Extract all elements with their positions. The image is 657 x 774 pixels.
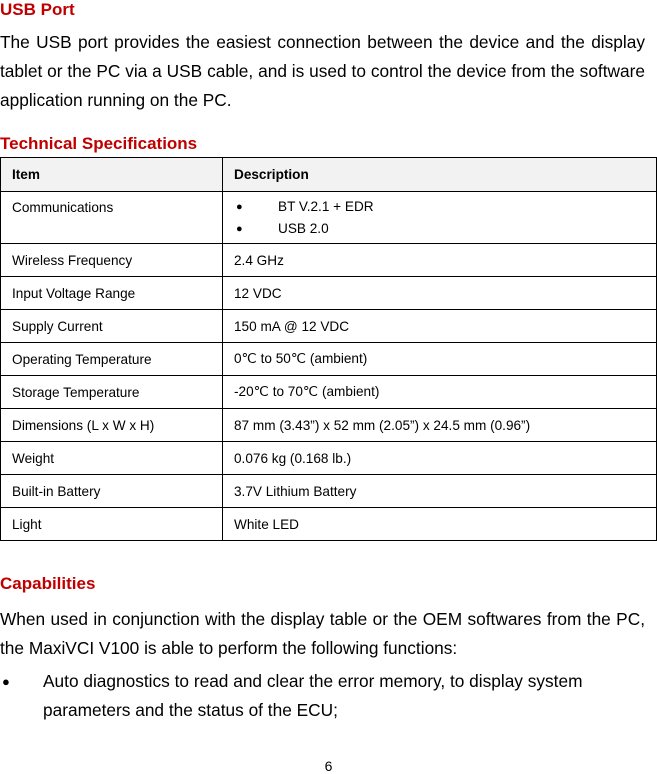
table-cell-item: Built-in Battery	[1, 475, 223, 508]
table-cell-description: 0.076 kg (0.168 lb.)	[223, 442, 657, 475]
table-row	[1, 376, 657, 409]
list-item: ● BT V.2.1 + EDR	[234, 196, 656, 218]
table-cell-item: Light	[1, 508, 223, 541]
communications-list	[234, 196, 656, 240]
table-row	[1, 508, 657, 541]
table-row	[1, 277, 657, 310]
table-cell-description: 0℃ to 50℃ (ambient)	[223, 343, 657, 376]
table-cell-description: 3.7V Lithium Battery	[223, 475, 657, 508]
table-cell-description: -20℃ to 70℃ (ambient)	[223, 376, 657, 409]
table-cell-item: Input Voltage Range	[1, 277, 223, 310]
table-row	[1, 192, 657, 244]
bullet-icon: ●	[2, 674, 10, 689]
capabilities-paragraph: When used in conjunction with the display table or the OEM softwares from the PC, the MaxiVCI V100 is able to perform the following functions:	[0, 609, 645, 658]
table-cell-description: White LED	[223, 508, 657, 541]
header-description: Description	[223, 158, 657, 192]
table-cell-description: 150 mA @ 12 VDC	[223, 310, 657, 343]
list-item	[0, 667, 645, 725]
header-item: Item	[1, 158, 223, 192]
table-cell-description	[223, 192, 657, 244]
table-row	[1, 475, 657, 508]
table-cell-item: Communications	[1, 192, 223, 244]
bullet-icon: ●	[236, 222, 243, 235]
table-cell-item: Dimensions (L x W x H)	[1, 409, 223, 442]
table-cell-description: 2.4 GHz	[223, 244, 657, 277]
table-cell-item: Storage Temperature	[1, 376, 223, 409]
table-cell-item: Weight	[1, 442, 223, 475]
table-row	[1, 244, 657, 277]
table-header-row	[1, 158, 657, 192]
table-cell-item: Operating Temperature	[1, 343, 223, 376]
technical-specifications-heading: Technical Specifications	[0, 134, 198, 153]
usb-port-heading: USB Port	[0, 0, 75, 19]
capabilities-heading: Capabilities	[0, 574, 96, 593]
table-row	[1, 343, 657, 376]
table-row	[1, 442, 657, 475]
table-cell-description: 87 mm (3.43”) x 52 mm (2.05”) x 24.5 mm (0.96”)	[223, 409, 657, 442]
table-cell-item: Supply Current	[1, 310, 223, 343]
list-item: ● USB 2.0	[234, 218, 656, 240]
capability-text: Auto diagnostics to read and clear the error memory, to display system parameters and the status of the ECU;	[43, 671, 583, 720]
table-row	[1, 310, 657, 343]
bullet-icon: ●	[236, 200, 243, 213]
table-row	[1, 409, 657, 442]
table-cell-item: Wireless Frequency	[1, 244, 223, 277]
usb-port-paragraph: The USB port provides the easiest connection between the device and the display tablet or the PC via a USB cable, and is used to control the device from the software application running on the PC.	[0, 32, 645, 110]
table-cell-description: 12 VDC	[223, 277, 657, 310]
specifications-table	[0, 157, 657, 541]
page-number: 6	[324, 758, 333, 774]
